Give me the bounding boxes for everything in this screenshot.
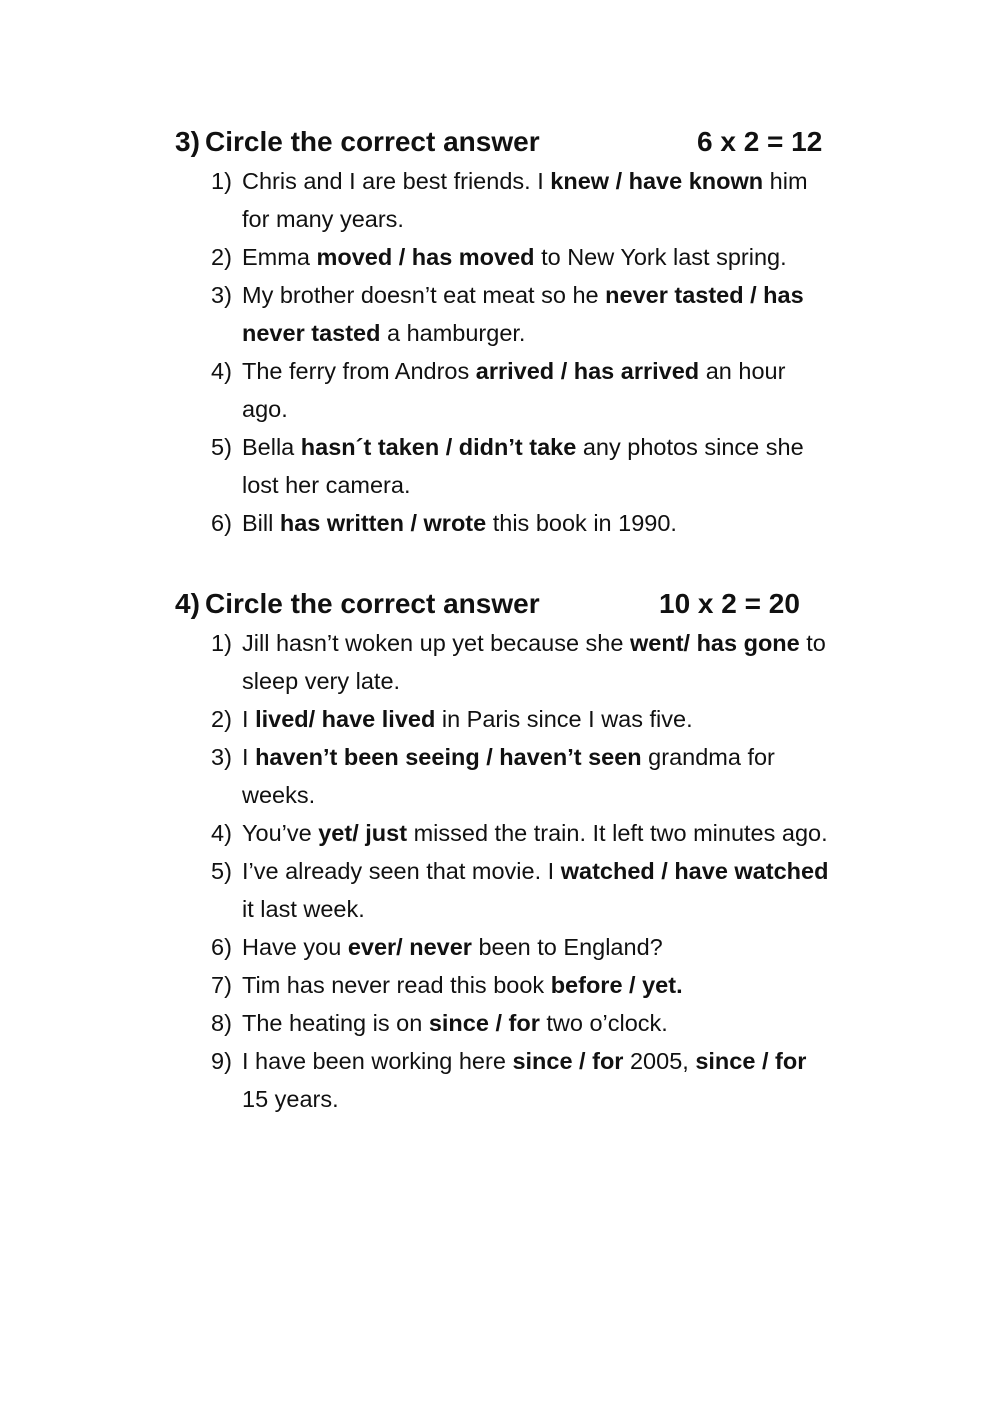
exercise-4 — [175, 584, 835, 1118]
answer-choice[interactable]: haven’t been seeing / haven’t seen — [255, 744, 642, 770]
section-number: 4) — [175, 588, 200, 619]
answer-choice[interactable]: since / for — [695, 1048, 807, 1074]
question-text: Tim has never read this book — [242, 972, 551, 998]
question-text: I have been working here — [242, 1048, 513, 1074]
answer-choice[interactable]: knew / have known — [550, 168, 764, 194]
answer-choice[interactable]: went/ has gone — [629, 630, 800, 656]
answer-choice[interactable]: never tasted / has never tasted — [242, 282, 804, 346]
answer-choice[interactable]: moved / has moved — [316, 244, 535, 270]
question-text: The heating is on — [242, 1010, 429, 1036]
question-text: I — [242, 744, 256, 770]
question-number: 6) — [211, 934, 232, 960]
question-number: 1) — [211, 630, 232, 656]
question-item — [175, 1042, 835, 1118]
question-number: 3) — [211, 282, 232, 308]
question-text: in Paris since I was five. — [435, 706, 693, 732]
question-item — [175, 814, 835, 852]
question-text: to sleep very late. — [242, 630, 826, 694]
question-number: 4) — [211, 820, 232, 846]
question-item — [175, 852, 835, 928]
answer-choice[interactable]: arrived / has arrived — [475, 358, 700, 384]
question-text: been to England? — [471, 934, 663, 960]
question-text: it last week. — [242, 896, 365, 922]
question-text: Emma — [242, 244, 317, 270]
question-item — [175, 928, 835, 966]
question-item — [175, 1004, 835, 1042]
section-title: Circle the correct answer — [205, 126, 540, 157]
question-text: 15 years. — [242, 1086, 339, 1112]
exercise-3 — [175, 122, 835, 542]
question-item — [175, 700, 835, 738]
section-number: 3) — [175, 126, 200, 157]
question-number: 3) — [211, 744, 232, 770]
answer-choice[interactable]: watched / have watched — [560, 858, 829, 884]
question-number: 9) — [211, 1048, 232, 1074]
question-text: Bill — [242, 510, 280, 536]
question-text: Have you — [242, 934, 348, 960]
question-item — [175, 738, 835, 814]
section-heading — [175, 584, 835, 624]
question-number: 2) — [211, 706, 232, 732]
question-number: 2) — [211, 244, 232, 270]
question-item — [175, 276, 835, 352]
question-text: The ferry from Andros — [242, 358, 476, 384]
question-text: My brother doesn’t eat meat so he — [242, 282, 606, 308]
question-text: Chris and I are best friends. I — [242, 168, 551, 194]
question-text: missed the train. It left two minutes ago. — [407, 820, 828, 846]
question-text: I’ve already seen that movie. I — [242, 858, 561, 884]
question-list — [175, 624, 835, 1118]
question-text: You’ve — [242, 820, 319, 846]
section-heading — [175, 122, 835, 162]
question-item — [175, 162, 835, 238]
answer-choice[interactable]: ever/ never — [347, 934, 472, 960]
answer-choice[interactable]: hasn´t taken / didn’t take — [300, 434, 577, 460]
question-text: I — [242, 706, 256, 732]
question-number: 1) — [211, 168, 232, 194]
question-number: 5) — [211, 858, 232, 884]
answer-choice[interactable]: since / for — [512, 1048, 624, 1074]
question-text: 2005, — [623, 1048, 696, 1074]
question-text: grandma for weeks. — [242, 744, 775, 808]
answer-choice[interactable]: since / for — [428, 1010, 540, 1036]
question-item — [175, 238, 835, 276]
question-text: two o’clock. — [539, 1010, 668, 1036]
question-text: Bella — [242, 434, 301, 460]
question-text: this book in 1990. — [486, 510, 677, 536]
section-score: 10 x 2 = 20 — [659, 588, 800, 619]
question-text: an hour ago. — [242, 358, 786, 422]
question-text: any photos since she lost her camera. — [242, 434, 804, 498]
question-list — [175, 162, 835, 542]
question-number: 7) — [211, 972, 232, 998]
question-item — [175, 504, 835, 542]
question-item — [175, 966, 835, 1004]
question-number: 6) — [211, 510, 232, 536]
question-text: a hamburger. — [380, 320, 526, 346]
answer-choice[interactable]: has written / wrote — [279, 510, 487, 536]
answer-choice[interactable]: before / yet. — [550, 972, 683, 998]
section-title: Circle the correct answer — [205, 588, 540, 619]
question-text: to New York last spring. — [534, 244, 787, 270]
section-score: 6 x 2 = 12 — [697, 126, 823, 157]
question-number: 8) — [211, 1010, 232, 1036]
answer-choice[interactable]: lived/ have lived — [255, 706, 436, 732]
answer-choice[interactable]: yet/ just — [318, 820, 408, 846]
question-number: 4) — [211, 358, 232, 384]
question-item — [175, 428, 835, 504]
question-text: Jill hasn’t woken up yet because she — [242, 630, 630, 656]
question-item — [175, 624, 835, 700]
question-text: him for many years. — [242, 168, 808, 232]
question-item — [175, 352, 835, 428]
question-number: 5) — [211, 434, 232, 460]
